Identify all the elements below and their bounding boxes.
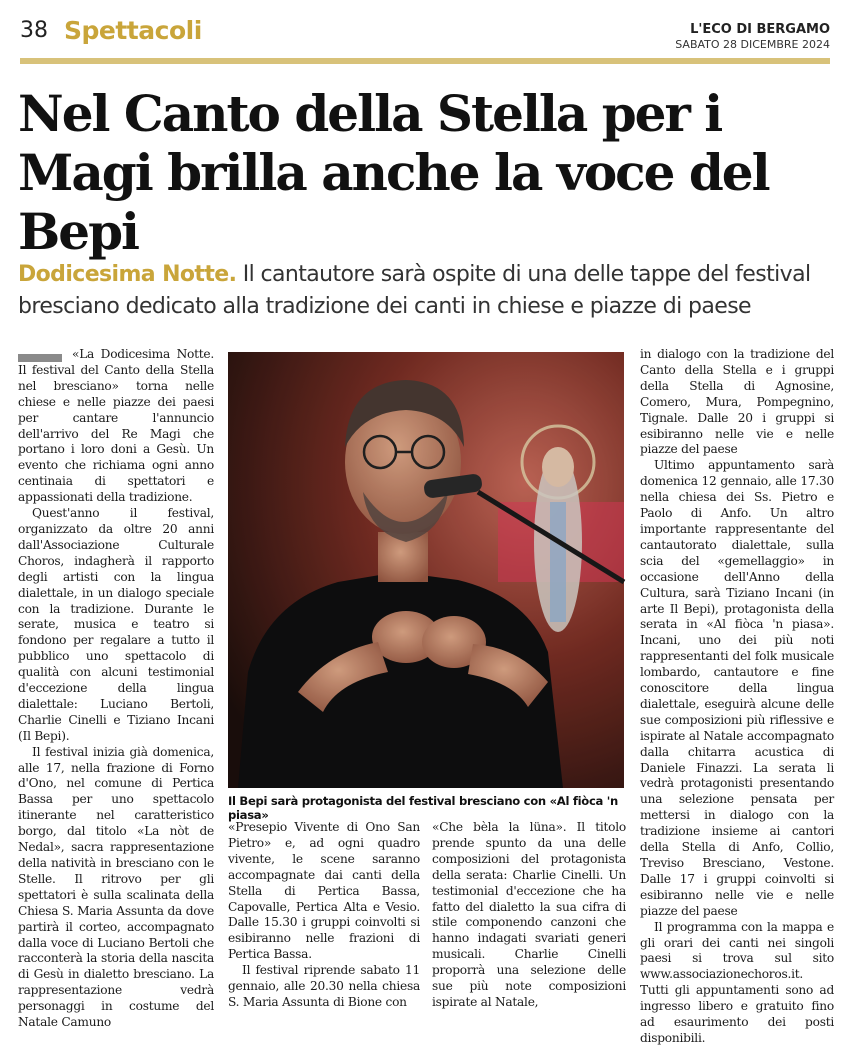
page-header — [20, 8, 830, 54]
issue-date: SABATO 28 DICEMBRE 2024 — [675, 38, 830, 51]
header-divider — [20, 58, 830, 64]
text-column-1 — [18, 347, 214, 1031]
article-subheadline — [18, 259, 828, 323]
paragraph: Il festival inizia già domenica, alle 17, nella frazione di Forno d'Ono, nel comune di Pertica Bassa per uno spettacolo itinerante nel caratteristico borgo, dal titolo «La nòt de Nedal», sacra rappresentazione della natività in bresciano con le Stelle. Il ritrovo per gli spettatori è sulla scalinata della Chiesa S. Maria Assunta da dove partirà il corteo, accompagnato dalla voce di Luciano Bertoli che racconterà la storia della nascita di Gesù in dialetto bresciano. La rappresentazione vedrà personaggi in costume del Natale Camuno — [18, 744, 214, 1030]
deck-text: Il cantautore sarà ospite di una delle tappe del festival bresciano dedicato alla tradizione dei canti in chiese e piazze di paese — [18, 262, 811, 319]
article-headline: Nel Canto della Stella per i Magi brilla anche la voce del Bepi — [18, 84, 769, 261]
page-number: 38 — [20, 18, 48, 43]
paragraph: Ultimo appuntamento sarà domenica 12 gennaio, alle 17.30 nella chiesa dei Ss. Pietro e Paolo di Anfo. Un altro importante rappresentante del cantautorato dialettale, sulla scia del «gemellaggio» in occasione dell'Anno della Cultura, sarà Tiziano Incani (in arte Il Bepi), protagonista della serata in «Al fiòca 'n piasa». Incani, uno dei più noti rappresentanti del folk musicale lombardo, cantautore e fine conoscitore della lingua dialettale, eseguirà alcune delle sue composizioni più riflessive e ispirate al Natale accompagnato dalla chitarra acustica di Daniele Finazzi. La serata li vedrà protagonisti presentando una selezione pensata per mettersi in dialogo con la tradizione insieme ai cantori della Stella di Anfo, Collio, Treviso Bresciano, Vestone. Dalle 17 i gruppi coinvolti si esibiranno nelle vie e nelle piazze del paese — [640, 458, 834, 918]
paragraph: in dialogo con la tradizione del Canto della Stella e i gruppi della Stella di Agnosine, Comero, Mura, Pompegnino, Tignale. Dalle 20 i gruppi si esibiranno nelle vie e nelle piazze del paese — [640, 347, 834, 457]
text-column-2 — [228, 820, 420, 1011]
photo-caption: Il Bepi sarà protagonista del festival bresciano con «Al fiòca 'n piasa» — [228, 794, 618, 822]
paragraph: Quest'anno il festival, organizzato da oltre 20 anni dall'Associazione Culturale Choros, indagherà il rapporto degli artisti con la lingua dialettale, in un dialogo speciale con la tradizione. Durante le serate, musica e teatro si fondono per regalare a tutto il pubblico uno spettacolo di qualità con alcuni testimonial d'eccezione della lingua dialettale: Luciano Bertoli, Charlie Cinelli e Tiziano Incani (Il Bepi). — [18, 506, 214, 743]
deck-kicker: Dodicesima Notte. — [18, 262, 237, 287]
paragraph: «Presepio Vivente di Ono San Pietro» e, ad ogni quadro vivente, le scene saranno accompagnate dai canti della Stella di Pertica Bassa, Capovalle, Pertica Alta e Vesio. Dalle 15.30 i gruppi coinvolti si esibiranno nelle frazioni di Pertica Bassa. — [228, 820, 420, 962]
paragraph: Il programma con la mappa e gli orari dei canti nei singoli paesi si trova sul sito www.associazionechoros.it. Tutti gli appuntamenti sono ad ingresso libero e gratuito fino ad esaurimento dei posti disponibili. — [640, 919, 834, 1045]
paragraph: «La Dodicesima Notte. Il festival del Canto della Stella nel bresciano» torna nelle chiese e nelle piazze dei paesi per cantare l'annuncio dell'arrivo del Re Magi che portano i loro doni a Gesù. Un evento che richiama ogni anno centinaia di spettatori e appassionati della tradizione. — [18, 347, 214, 505]
paragraph: Il festival riprende sabato 11 gennaio, alle 20.30 nella chiesa S. Maria Assunta di Bione con — [228, 963, 420, 1009]
paragraph: «Che bèla la lüna». Il titolo prende spunto da una delle composizioni del protagonista della serata: Charlie Cinelli. Un testimonial d'eccezione che ha fatto del dialetto la sua cifra di stile componendo canzoni che hanno indagati svariati generi musicali. Charlie Cinelli proporrà una selezione delle sue più note composizioni ispirate al Natale, — [432, 820, 626, 1009]
article-photo — [228, 352, 624, 788]
newspaper-masthead: L'ECO DI BERGAMO — [690, 22, 830, 37]
text-column-3 — [432, 820, 626, 1011]
text-column-4 — [640, 347, 834, 1047]
section-title: Spettacoli — [64, 16, 202, 45]
singer-photo-illustration — [228, 352, 624, 788]
